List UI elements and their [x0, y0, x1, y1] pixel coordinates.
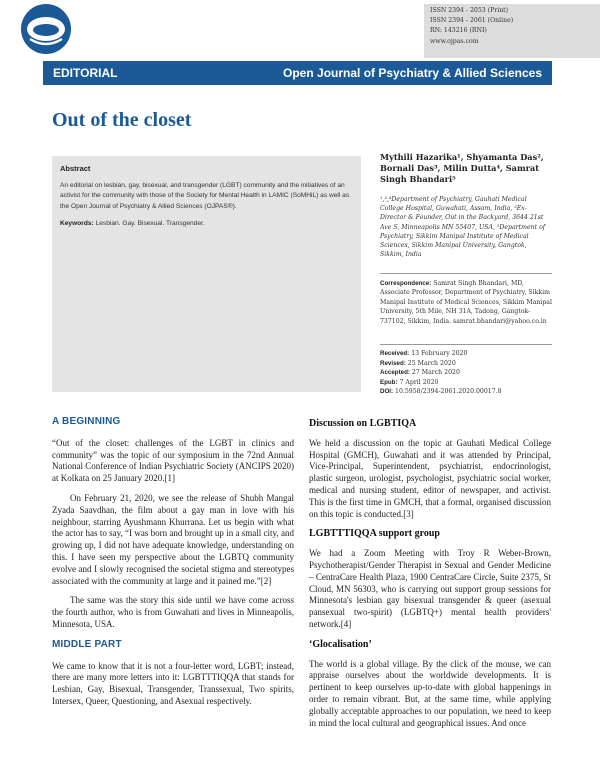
- subsection-heading: LGBTTTIQQA support group: [309, 528, 440, 540]
- abstract-text: An editorial on lesbian, gay, bisexual, and transgender (LGBT) community and the initiatives of an activist for the community with those of the Society for Mental Health in LAMIC (SoMHiL) as well as the Open Journal of Psychiatry & Allied Sciences (OJPAS®).: [60, 182, 350, 210]
- affiliations: ¹,²,⁴Department of Psychiatry, Gauhati Medical College Hospital, Guwahati, Assam, India, ³Ex-Director & Founder, Out in the Backyard, 3644 21st Ave S, Minneapolis MN 55407, USA, ⁵Department of Psychiatry, Sikkim Manipal Institute of Medical Sciences, Sikkim Manipal University, Gangtok, Sikkim, India: [380, 196, 546, 259]
- subsection-heading: ‘Glocalisation’: [309, 638, 372, 650]
- paragraph: We came to know that it is not a four-letter word, LGBT; instead, there are many more letters into it: LGBTTTIQQA that stands for Lesbian, Gay, Bisexual, Transgender, Transsexual, Two spirits, Intersex, Queer, Questioning, and Asexual respectively.: [52, 660, 294, 706]
- rni-number: RN: 143216 (RNI): [430, 27, 487, 35]
- paragraph: The same was the story this side until we have come across the fourth author, who is from Guwahati and lives in Minneapolis, Minnesota, USA.: [52, 595, 294, 629]
- abstract-panel: [52, 156, 361, 392]
- paragraph: The world is a global village. By the click of the mouse, we can appraise ourselves about the worldwide developments. It is pertinent to keep ourselves up-to-date with global happenings in order to remain vibrant. But, at the same time, while applying globally acceptable approaches to our population, we need to keep in mind the local cultural and geographical issues. And once: [309, 658, 551, 728]
- received-date: [380, 349, 552, 359]
- journal-name: Open Journal of Psychiatry & Allied Sciences: [283, 66, 542, 80]
- epub-date: [380, 378, 552, 388]
- section-heading: MIDDLE PART: [52, 638, 122, 650]
- accepted-label: Accepted:: [380, 369, 410, 377]
- journal-header-band: [43, 61, 552, 85]
- accepted-value: 27 March 2020: [411, 369, 460, 377]
- left-column: [52, 416, 294, 716]
- correspondence-label: Correspondence:: [380, 280, 432, 287]
- journal-website[interactable]: www.ojpas.com: [430, 37, 479, 45]
- keywords-text: Lesbian. Gay. Bisexual. Transgender.: [95, 219, 205, 227]
- issn-print: ISSN 2394 - 2053 (Print): [430, 7, 509, 14]
- epub-value: 7 April 2020: [399, 378, 439, 386]
- issn-online: ISSN 2394 - 2061 (Online): [430, 17, 514, 25]
- correspondence-text: Samrat Singh Bhandari, MD, Associate Professor, Department of Psychiatry, Sikkim Manipal Institute of Medical Sciences, Sikkim Manipal University, 5th Mile, NH 31A, Tadong, Gangtok-737102, Sikkim, India. samrat.bhandari@yahoo.co.in: [380, 280, 552, 325]
- accepted-date: [380, 368, 552, 378]
- abstract-heading: Abstract: [60, 164, 91, 173]
- divider: [380, 344, 552, 345]
- paragraph: On February 21, 2020, we see the release of Shubh Mangal Zyada Saavdhan, the film about a gay man in love with his neighbour, starring Ayushmann Khurrana. Let us begin with what the actor has to say, “I was born and brought up in a small city, and growing up, I did not have adequate knowledge, understanding on this. I have seen my perspective about the LGBTQ community evolve and I slowly recognised the societal stigma and stereotypes associated with the community at large and it pained me.”[2]: [52, 492, 294, 586]
- revised-date: [380, 359, 552, 369]
- revised-label: Revised:: [380, 359, 406, 367]
- received-label: Received:: [380, 350, 410, 357]
- doi-label: DOI:: [380, 388, 394, 396]
- keywords-label: Keywords:: [60, 219, 94, 227]
- doi-value[interactable]: 10.5958/2394-2061.2020.00017.8: [395, 388, 502, 396]
- subsection-heading: Discussion on LGBTIQA: [309, 418, 417, 429]
- author-list: Mythili Hazarika¹, Shyamanta Das², Bornali Das³, Milin Dutta⁴, Samrat Singh Bhandari⁵: [380, 152, 544, 184]
- right-column: [309, 418, 551, 737]
- article-title: Out of the closet: [52, 109, 192, 131]
- article-dates: [380, 349, 552, 397]
- epub-label: Epub:: [380, 378, 398, 386]
- divider: [380, 273, 552, 274]
- section-heading: A BEGINNING: [52, 416, 121, 427]
- paragraph: We had a Zoom Meeting with Troy R Weber-Brown, Psychotherapist/Gender Therapist in Sexual and Gender Medicine – CentraCare Health Plaza, 1900 CentraCare Circle, Suite 2375, St Cloud, MN 56303, who is carrying out support group sessions for Minnesota's lesbian gay bisexual transgender & queer (asexual pansexual two-spirit) (LGBTQ+) mental health providers' network.[4]: [309, 548, 551, 629]
- keywords: [60, 220, 353, 227]
- section-label: EDITORIAL: [53, 66, 118, 80]
- ojpas-logo-icon: [20, 3, 72, 55]
- revised-value: 25 March 2020: [407, 359, 456, 367]
- received-value: 13 February 2020: [411, 350, 468, 357]
- paragraph: We held a discussion on the topic at Gauhati Medical College Hospital (GMCH), Guwahati and it was attended by Principal, Vice-Principal, Superintendent, psychiatrist, endocrinologist, plastic surgeon, urologist, psychologist, psychiatric social worker, medical and nursing student, editor of newspaper, and activist. This is the first time in GMCH, that a formal, organised discussion on this topic is conducted.[3]: [309, 437, 551, 519]
- paragraph: “Out of the closet: challenges of the LGBT in clinics and community” was the topic of our symposium in the 72nd Annual National Conference of Indian Psychiatric Society (ANCIPS 2020) at Kolkata on 25 January 2020.[1]: [52, 437, 294, 484]
- doi: [380, 387, 552, 397]
- correspondence: [380, 279, 552, 326]
- issn-box: [424, 4, 600, 58]
